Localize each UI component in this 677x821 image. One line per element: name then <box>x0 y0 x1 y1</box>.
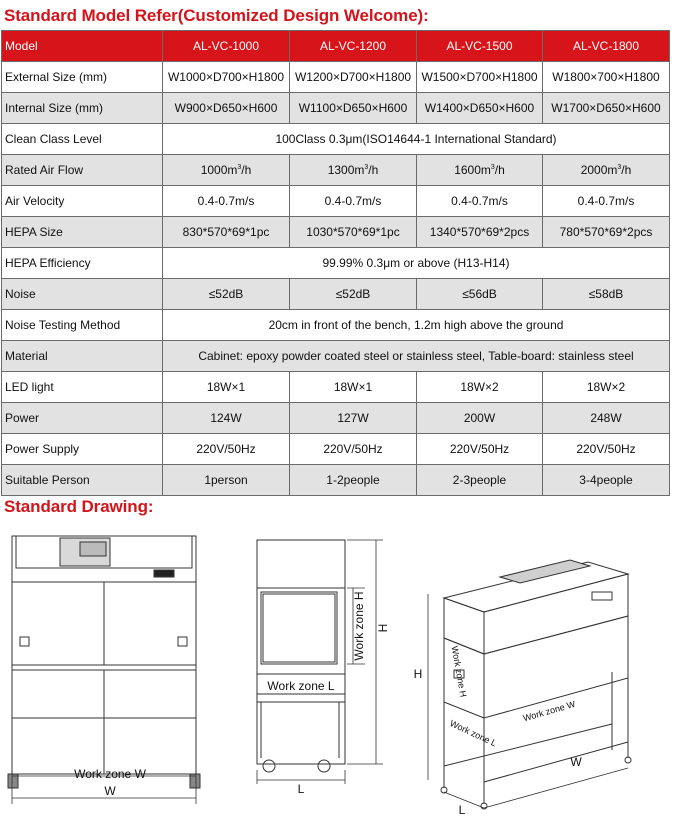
table-row-noise-method <box>2 310 670 341</box>
table-header-row <box>2 31 670 62</box>
row-label: Rated Air Flow <box>2 155 163 186</box>
table-cell: ≤58dB <box>543 279 670 310</box>
row-label: Suitable Person <box>2 465 163 496</box>
row-label: External Size (mm) <box>2 62 163 93</box>
table-cell: 200W <box>417 403 543 434</box>
isometric-view-drawing <box>400 522 672 818</box>
table-cell: 1-2people <box>290 465 417 496</box>
table-cell: 18W×2 <box>417 372 543 403</box>
side-view-drawing <box>240 522 400 818</box>
row-label: Power <box>2 403 163 434</box>
table-cell: 20cm in front of the bench, 1.2m high above the ground <box>163 310 670 341</box>
table-cell: W1000×D700×H1800 <box>163 62 290 93</box>
table-cell: 220V/50Hz <box>417 434 543 465</box>
spec-section-title: Standard Model Refer(Customized Design Welcome): <box>4 6 429 25</box>
iso-l-label: L <box>458 803 466 817</box>
table-cell: W1800×700×H1800 <box>543 62 670 93</box>
iso-h-label: H <box>413 667 423 681</box>
spec-table <box>1 30 670 496</box>
table-cell: 220V/50Hz <box>290 434 417 465</box>
table-cell: ≤56dB <box>417 279 543 310</box>
row-label: Air Velocity <box>2 186 163 217</box>
iso-work-zone-w-label: Work zone W <box>521 698 577 724</box>
table-cell: 18W×2 <box>543 372 670 403</box>
table-cell: 18W×1 <box>290 372 417 403</box>
row-label: Noise Testing Method <box>2 310 163 341</box>
table-row-power-supply <box>2 434 670 465</box>
table-cell: 2-3people <box>417 465 543 496</box>
table-row-led-light <box>2 372 670 403</box>
drawing-section-title: Standard Drawing: <box>4 497 154 516</box>
table-cell: 3-4people <box>543 465 670 496</box>
table-cell: 1030*570*69*1pc <box>290 217 417 248</box>
row-label: Power Supply <box>2 434 163 465</box>
table-cell: 0.4-0.7m/s <box>417 186 543 217</box>
table-row-material <box>2 341 670 372</box>
table-cell: 220V/50Hz <box>163 434 290 465</box>
table-cell: 220V/50Hz <box>543 434 670 465</box>
table-cell: 830*570*69*1pc <box>163 217 290 248</box>
table-row-air-flow <box>2 155 670 186</box>
table-cell: 124W <box>163 403 290 434</box>
row-label: Clean Class Level <box>2 124 163 155</box>
iso-work-zone-h-label: Work zone H <box>449 645 469 698</box>
table-cell: 1340*570*69*2pcs <box>417 217 543 248</box>
table-cell: $1600m^3/h$ <box>417 155 543 186</box>
work-zone-h-label: Work zone H <box>352 591 366 661</box>
w-label: W <box>104 784 116 798</box>
table-cell: W1500×D700×H1800 <box>417 62 543 93</box>
h-label: H <box>376 623 390 633</box>
row-label: LED light <box>2 372 163 403</box>
table-cell: W1400×D650×H600 <box>417 93 543 124</box>
table-cell: $1300m^3/h$ <box>290 155 417 186</box>
iso-work-zone-l-label: Work zone L <box>448 718 499 749</box>
model-header: AL-VC-1800 <box>543 31 670 62</box>
table-cell: ≤52dB <box>290 279 417 310</box>
l-label: L <box>297 782 305 796</box>
header-label: Model <box>2 31 163 62</box>
row-label: Material <box>2 341 163 372</box>
table-cell: 127W <box>290 403 417 434</box>
table-cell: Cabinet: epoxy powder coated steel or stainless steel, Table-board: stainless steel <box>163 341 670 372</box>
table-cell: 0.4-0.7m/s <box>290 186 417 217</box>
table-row-internal-size <box>2 93 670 124</box>
table-cell: 248W <box>543 403 670 434</box>
table-cell: 100Class 0.3μm(ISO14644-1 International Standard) <box>163 124 670 155</box>
table-cell: 780*570*69*2pcs <box>543 217 670 248</box>
iso-w-label: W <box>570 755 582 769</box>
table-row-clean-class <box>2 124 670 155</box>
table-row-air-velocity <box>2 186 670 217</box>
table-cell: 18W×1 <box>163 372 290 403</box>
model-header: AL-VC-1500 <box>417 31 543 62</box>
table-row-hepa-size <box>2 217 670 248</box>
table-cell: $2000m^3/h$ <box>543 155 670 186</box>
table-cell: ≤52dB <box>163 279 290 310</box>
table-row-hepa-efficiency <box>2 248 670 279</box>
table-cell: W1200×D700×H1800 <box>290 62 417 93</box>
table-row-noise <box>2 279 670 310</box>
table-row-external-size <box>2 62 670 93</box>
model-header: AL-VC-1200 <box>290 31 417 62</box>
model-header: AL-VC-1000 <box>163 31 290 62</box>
table-cell: 99.99% 0.3μm or above (H13-H14) <box>163 248 670 279</box>
table-row-power <box>2 403 670 434</box>
table-row-suitable-person <box>2 465 670 496</box>
row-label: HEPA Efficiency <box>2 248 163 279</box>
table-cell: 0.4-0.7m/s <box>543 186 670 217</box>
work-zone-w-label: Work zone W <box>74 767 146 781</box>
table-cell: W1100×D650×H600 <box>290 93 417 124</box>
row-label: HEPA Size <box>2 217 163 248</box>
table-cell: 1person <box>163 465 290 496</box>
front-view-drawing <box>0 522 216 818</box>
table-cell: 0.4-0.7m/s <box>163 186 290 217</box>
table-cell: W1700×D650×H600 <box>543 93 670 124</box>
table-cell: W900×D650×H600 <box>163 93 290 124</box>
work-zone-l-label: Work zone L <box>267 679 335 693</box>
row-label: Noise <box>2 279 163 310</box>
table-cell: $1000m^3/h$ <box>163 155 290 186</box>
row-label: Internal Size (mm) <box>2 93 163 124</box>
